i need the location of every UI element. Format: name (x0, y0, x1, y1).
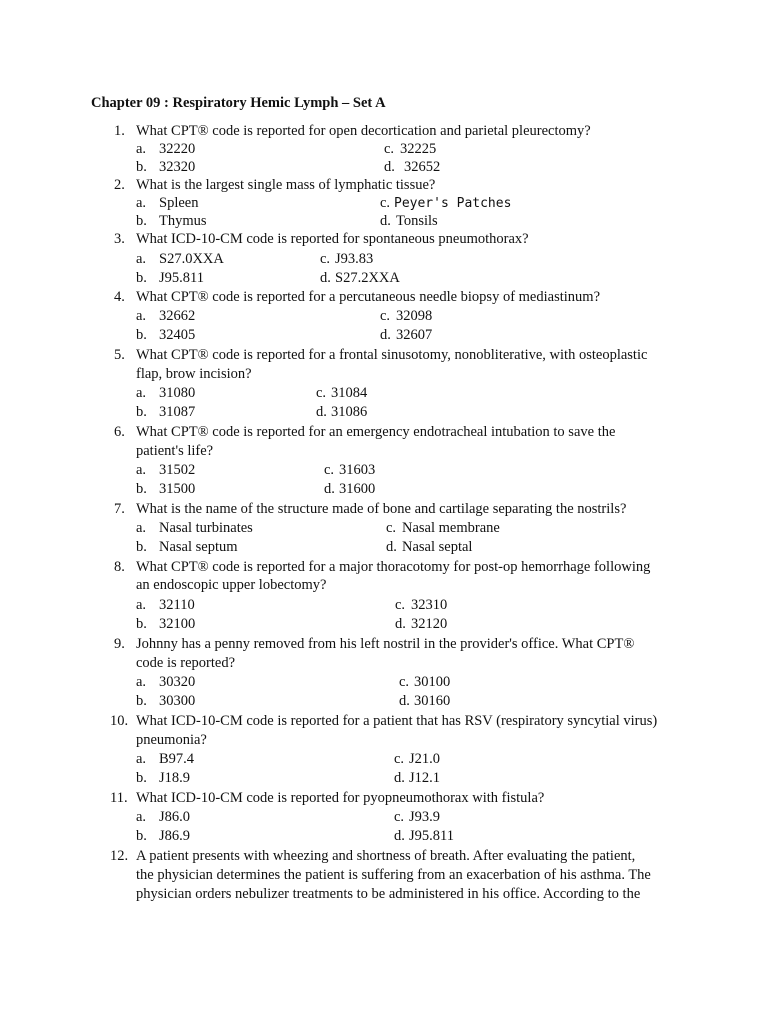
option-letter: d. (380, 213, 391, 229)
question-text: an endoscopic upper lobectomy? (136, 577, 327, 593)
option-text: J86.9 (159, 828, 191, 844)
question-text: What CPT® code is reported for an emergency endotracheal intubation to save the (136, 424, 616, 440)
option-text: 31600 (339, 481, 376, 497)
question-text: What ICD-10-CM code is reported for pyopneumothorax with fistula? (136, 790, 545, 806)
option-letter: a. (136, 385, 147, 401)
option-text: Nasal septum (159, 539, 238, 555)
option-letter: a. (136, 674, 147, 690)
option-letter: b. (136, 828, 147, 844)
option-text: 32320 (159, 159, 196, 175)
option-letter: b. (136, 539, 147, 555)
question-number: 6. (114, 424, 125, 440)
option-letter: b. (136, 213, 147, 229)
question-text: What CPT® code is reported for open decortication and parietal pleurectomy? (136, 123, 591, 139)
option-letter: c. (395, 597, 406, 613)
option-letter: d. (399, 693, 410, 709)
option-text: 32120 (411, 616, 448, 632)
question-text: What is the largest single mass of lymphatic tissue? (136, 177, 436, 193)
question-number: 9. (114, 636, 125, 652)
question-text: What is the name of the structure made of bone and cartilage separating the nostrils? (136, 501, 627, 517)
option-text: 31500 (159, 481, 196, 497)
option-text: 31080 (159, 385, 196, 401)
option-text: J21.0 (409, 751, 441, 767)
option-letter: a. (136, 597, 147, 613)
option-text: J93.83 (335, 251, 374, 267)
option-text: S27.2XXA (335, 270, 400, 286)
option-text: 31084 (331, 385, 368, 401)
option-text: S27.0XXA (159, 251, 224, 267)
question-number: 7. (114, 501, 125, 517)
option-letter: c. (384, 141, 395, 157)
option-text: 31502 (159, 462, 196, 478)
option-text: 32110 (159, 597, 195, 613)
option-text: Thymus (159, 213, 207, 229)
question-text: Johnny has a penny removed from his left nostril in the provider's office. What CPT® (136, 636, 635, 652)
option-text: J86.0 (159, 809, 191, 825)
option-text: 30320 (159, 674, 196, 690)
option-letter: b. (136, 159, 147, 175)
question-number: 3. (114, 231, 125, 247)
question-text: flap, brow incision? (136, 366, 252, 382)
option-letter: b. (136, 327, 147, 343)
option-text: 32607 (396, 327, 433, 343)
question-number: 1. (114, 123, 125, 139)
option-text: 30100 (414, 674, 451, 690)
question-text: What CPT® code is reported for a major thoracotomy for post-op hemorrhage following (136, 559, 651, 575)
question-text: What ICD-10-CM code is reported for spontaneous pneumothorax? (136, 231, 529, 247)
option-text: 32225 (400, 141, 437, 157)
option-text: J93.9 (409, 809, 441, 825)
option-text: J95.811 (409, 828, 454, 844)
option-letter: d. (320, 270, 331, 286)
question-text: the physician determines the patient is suffering from an exacerbation of his asthma. The (136, 867, 651, 883)
option-text: 32100 (159, 616, 196, 632)
option-letter: a. (136, 751, 147, 767)
option-letter: d. (386, 539, 397, 555)
option-text: 32098 (396, 308, 433, 324)
option-letter: c. (394, 751, 405, 767)
option-letter: c. (380, 308, 391, 324)
option-letter: d. (380, 327, 391, 343)
question-number: 11. (110, 790, 128, 806)
option-text: J12.1 (409, 770, 441, 786)
option-letter: b. (136, 616, 147, 632)
option-text: Tonsils (396, 213, 438, 229)
option-letter: b. (136, 404, 147, 420)
option-text: 32652 (404, 159, 441, 175)
question-number: 12. (110, 848, 129, 864)
option-text: 31087 (159, 404, 196, 420)
question-text: physician orders nebulizer treatments to be administered in his office. According to the (136, 886, 641, 902)
option-letter: a. (136, 195, 147, 211)
option-letter: a. (136, 308, 147, 324)
question-text: What CPT® code is reported for a percutaneous needle biopsy of mediastinum? (136, 289, 600, 305)
option-letter: a. (136, 520, 147, 536)
option-text: J18.9 (159, 770, 191, 786)
option-letter: c. (394, 809, 405, 825)
page-title: Chapter 09 : Respiratory Hemic Lymph – Set A (91, 95, 386, 111)
question-number: 8. (114, 559, 125, 575)
option-letter: a. (136, 809, 147, 825)
option-text: Nasal turbinates (159, 520, 253, 536)
question-text: What CPT® code is reported for a frontal sinusotomy, nonobliterative, with osteoplastic (136, 347, 648, 363)
question-text: code is reported? (136, 655, 236, 671)
option-text: 32405 (159, 327, 196, 343)
question-text: A patient presents with wheezing and shortness of breath. After evaluating the patient, (136, 848, 636, 864)
option-letter: a. (136, 251, 147, 267)
option-letter: c. (399, 674, 410, 690)
option-text: B97.4 (159, 751, 195, 767)
option-text: 30300 (159, 693, 196, 709)
option-letter: c. (320, 251, 331, 267)
option-text: 31086 (331, 404, 368, 420)
option-letter: c. (380, 195, 391, 211)
question-number: 10. (110, 713, 129, 729)
option-text: 32220 (159, 141, 196, 157)
option-letter: b. (136, 693, 147, 709)
option-text: Nasal membrane (402, 520, 500, 536)
option-letter: d. (394, 770, 405, 786)
option-letter: a. (136, 141, 147, 157)
question-text: What ICD-10-CM code is reported for a patient that has RSV (respiratory syncytial virus) (136, 713, 658, 729)
option-letter: d. (395, 616, 406, 632)
option-letter: a. (136, 462, 147, 478)
option-text: 31603 (339, 462, 376, 478)
option-text: 32662 (159, 308, 196, 324)
question-number: 4. (114, 289, 125, 305)
option-text: J95.811 (159, 270, 204, 286)
question-number: 5. (114, 347, 125, 363)
option-letter: c. (316, 385, 327, 401)
question-text: patient's life? (136, 443, 214, 459)
option-letter: b. (136, 481, 147, 497)
option-text: Peyer's Patches (394, 196, 512, 211)
option-text: 32310 (411, 597, 448, 613)
option-text: 30160 (414, 693, 451, 709)
question-number: 2. (114, 177, 125, 193)
option-letter: c. (386, 520, 397, 536)
option-text: Nasal septal (402, 539, 473, 555)
question-text: pneumonia? (136, 732, 207, 748)
option-letter: d. (324, 481, 335, 497)
option-letter: d. (316, 404, 327, 420)
option-letter: d. (384, 159, 395, 175)
option-letter: c. (324, 462, 335, 478)
option-letter: d. (394, 828, 405, 844)
option-letter: b. (136, 270, 147, 286)
option-text: Spleen (159, 195, 199, 211)
option-letter: b. (136, 770, 147, 786)
